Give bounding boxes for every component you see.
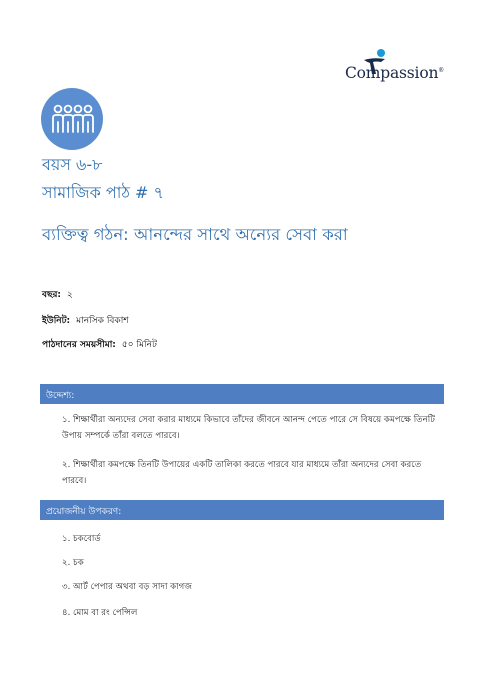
age-group-badge — [41, 88, 103, 150]
unit-label: ইউনিট: — [42, 316, 71, 326]
lesson-number: সামাজিক পাঠ # ৭ — [42, 183, 164, 202]
lesson-title: ব্যক্তিত্ব গঠন: আনন্দের সাথে অন্যের সেবা করা — [42, 225, 348, 244]
material-item: ৩. আর্ট পেপার অথবা বড় সাদা কাগজ — [62, 582, 192, 592]
year-label: বছর: — [42, 290, 62, 300]
duration-value: ৫০ মিনিট — [121, 340, 157, 350]
material-item: ১. চকবোর্ড — [62, 534, 101, 544]
material-item: ৪. মোম বা রং পেন্সিল — [62, 608, 138, 618]
material-item: ২. চক — [62, 558, 84, 568]
objective-item: ২. শিক্ষার্থীরা কমপক্ষে তিনটি উপায়ের একটি তালিকা করতে পারবে যার মাধ্যমে তাঁরা অন্যদের সেবা করতে পারবে। — [62, 460, 422, 486]
unit-row — [42, 313, 129, 328]
objectives-heading: উদ্দেশ্য: — [40, 384, 444, 404]
materials-heading: প্রয়োজনীয় উপকরণ: — [40, 500, 444, 520]
year-value: ২ — [67, 290, 73, 300]
brand-name: Compassion® — [345, 64, 445, 82]
people-group-icon — [41, 88, 103, 150]
year-row — [42, 287, 73, 302]
duration-label: পাঠদানের সময়সীমা: — [42, 340, 116, 350]
duration-row — [42, 337, 157, 352]
age-range: বয়স ৬-৮ — [42, 155, 103, 174]
unit-value: মানসিক বিকাশ — [76, 316, 129, 326]
objective-item: ১. শিক্ষার্থীরা অন্যদের সেবা করার মাধ্যমে কিভাবে তাঁদের জীবনে আনন্দ পেতে পারে সে বিষয়ে কমপক্ষে তিনটি উপায় সম্পর্কে তাঁরা বলতে পারবে। — [62, 415, 435, 441]
compassion-logo — [345, 48, 450, 88]
